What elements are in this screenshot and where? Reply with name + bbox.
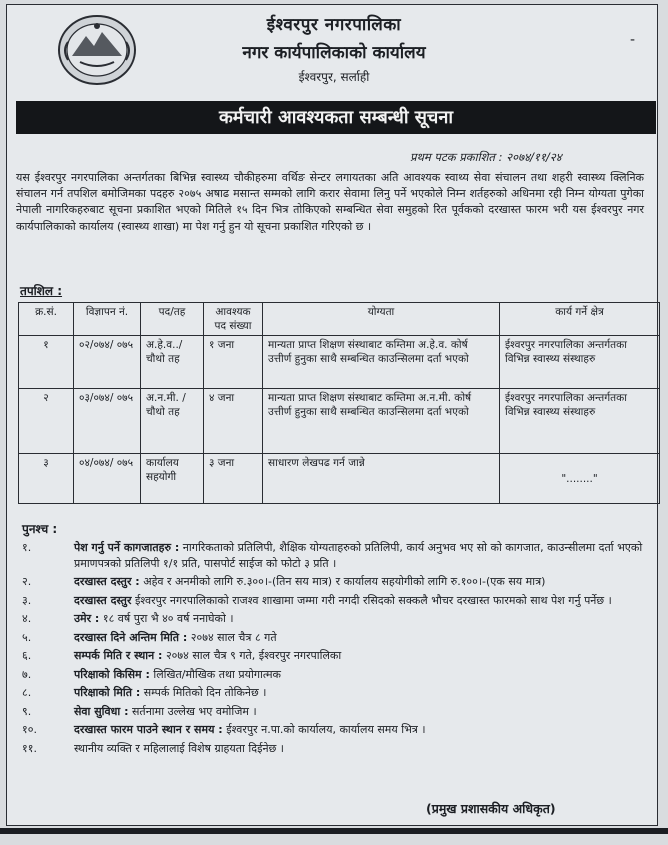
- table-row: [19, 336, 660, 389]
- header-advertisement-no: विज्ञापन नं.: [74, 303, 141, 336]
- cell-work-area: ईश्वरपुर नगरपालिका अन्तर्गतका विभिन्न स्वास्थ्य संस्थाहरु: [500, 336, 660, 389]
- note-number: ६.: [22, 649, 32, 662]
- list-item: [22, 648, 652, 664]
- note-number: १०.: [22, 723, 37, 736]
- cell-sn: १: [19, 336, 74, 389]
- punashcha-label: पुनश्च :: [22, 522, 58, 536]
- note-number: ७.: [22, 667, 32, 681]
- list-item: [22, 540, 652, 571]
- note-label: सेवा सुविधा :: [74, 704, 129, 718]
- cell-advertisement-no: ०३/०७४/ ०७५: [74, 389, 141, 454]
- intro-paragraph: यस ईश्वरपुर नगरपालिका अन्तर्गतका बिभिन्न स्वास्थ्य चौकीहरुमा वर्थिङ सेन्टर लगायतका अति आवश्यक स्वाथ्य सेवा संचालन तथा शहरी स्वास्थ्य क्लिनिक संचालन गर्न तपशिल बमोजिमका पदहरु २०७५ अषाढ मसान्त सम्मको लागि करार सेवामा लिनु पर्ने भएकोले निम्न शर्तहरुको अधिनमा रही निम्न योग्यता पुगेका नेपाली नागरिकहरुबाट सूचना प्रकाशित भएको मितिले १५ दिन भित्र तोकिएको सम्बन्धित सेवा समुहको रित पूर्वकको दरखास्त फारम भरी यस ईश्वरपुर नगर कार्यपालिकाको कार्यालय (स्वास्थ्य शाखा) मा पेश गर्नु हुन यो सूचना प्रकाशित गरिएको छ ।: [16, 171, 644, 233]
- cell-sn: २: [19, 389, 74, 454]
- notes-list: [22, 540, 652, 759]
- table-row: [19, 389, 660, 454]
- cell-post-level: अ.न.मी. / चौथो तह: [141, 389, 204, 454]
- header-required-count: आवश्यक पद संख्या: [204, 303, 263, 336]
- note-text: १८ वर्ष पुरा भै ४० वर्ष ननाघेको ।: [102, 612, 234, 625]
- note-text: नागरिकताको प्रतिलिपी, शैक्षिक योग्यताहरुको प्रतिलिपी, कार्य अनुभव भए सो को कागजात, काउन्सीलमा दर्ता भएको प्रमाणपत्रको प्रतिलिपी १/१ प्रति, पासपोर्ट साईज को फोटो ३ प्रति ।: [74, 541, 643, 570]
- list-item: [22, 593, 652, 609]
- note-text: सम्पर्क मितिको दिन तोकिनेछ ।: [143, 686, 267, 699]
- note-text: २०७४ साल चैत्र ८ गते: [190, 630, 277, 644]
- note-text: ईश्वरपुर न.पा.को कार्यालय, कार्यालय समय भित्र ।: [226, 723, 426, 736]
- note-label: पेश गर्नु पर्ने कागजातहरु :: [74, 541, 180, 554]
- cell-sn: ३: [19, 454, 74, 504]
- note-label: दरखास्त फारम पाउने स्थान र समय :: [74, 723, 223, 736]
- note-label: दरखास्त दिने अन्तिम मिति :: [74, 630, 188, 644]
- note-number: ८.: [22, 686, 32, 699]
- note-number: ३.: [22, 593, 32, 607]
- header-qualification: योग्यता: [263, 303, 500, 336]
- note-label: दरखास्त दस्तुर :: [74, 575, 140, 588]
- cell-advertisement-no: ०४/०७४/ ०७५: [74, 454, 141, 504]
- cell-required-count: ३ जना: [204, 454, 263, 504]
- note-text: सर्तनामा उल्लेख भए वमोजिम ।: [131, 704, 257, 718]
- note-number: १.: [22, 541, 32, 554]
- list-item: [22, 630, 652, 646]
- note-number: ४.: [22, 612, 32, 625]
- cell-required-count: १ जना: [204, 336, 263, 389]
- corner-mark: -: [630, 32, 636, 48]
- vacancy-table: [18, 302, 660, 504]
- table-row: [19, 454, 660, 504]
- office-address: ईश्वरपुर, सर्लाही: [298, 70, 370, 84]
- list-item: [22, 574, 652, 590]
- note-label: सम्पर्क मिति र स्थान :: [74, 649, 163, 662]
- cell-required-count: ४ जना: [204, 389, 263, 454]
- cell-qualification: मान्यता प्राप्त शिक्षण संस्थाबाट कम्तिमा अ.हे.व. कोर्ष उत्तीर्ण हुनुका साथै सम्बन्धित काउन्सिलमा दर्ता भएको: [263, 336, 500, 389]
- note-label: उमेर :: [74, 612, 100, 625]
- note-text: स्थानीय व्यक्ति र महिलालाई विशेष ग्राहयता दिईनेछ ।: [74, 741, 284, 755]
- list-item: [22, 667, 652, 683]
- header-sn: क्र.सं.: [19, 303, 74, 336]
- cell-work-area: "........": [500, 454, 660, 504]
- note-number: ५.: [22, 630, 32, 644]
- note-label: दरखास्त दस्तुर: [74, 593, 132, 607]
- list-item: [22, 611, 652, 627]
- list-item: [22, 741, 652, 757]
- table-header-row: [19, 303, 660, 336]
- notice-title: कर्मचारी आवश्यकता सम्बन्धी सूचना: [16, 101, 656, 134]
- note-text: ईश्वरपुर नगरपालिकाको राजश्व शाखामा जम्मा गरी नगदी रसिदको सक्कलै भौचर दरखास्त फारमको साथ पेश गर्नु पर्नेछ ।: [134, 593, 612, 607]
- cell-post-level: अ.हे.व../ चौथो तह: [141, 336, 204, 389]
- note-text: २०७४ साल चैत्र ९ गते, ईश्वरपुर नगरपालिका: [165, 649, 342, 662]
- cell-qualification: साधारण लेखपढ गर्न जान्ने: [263, 454, 500, 504]
- list-item: [22, 685, 652, 701]
- signature-block: (प्रमुख प्रशासकीय अधिकृत): [426, 801, 556, 816]
- municipality-name: ईश्वरपुर नगरपालिका: [266, 15, 402, 35]
- note-label: परिक्षाको मिति :: [74, 686, 141, 699]
- list-item: [22, 704, 652, 720]
- note-number: ११.: [22, 741, 37, 755]
- office-name: नगर कार्यपालिकाको कार्यालय: [242, 43, 426, 63]
- note-number: ९.: [22, 704, 32, 718]
- note-text: अहेव र अनमीको लागि रु.३००।-(तिन सय मात्र) र कार्यालय सहयोगीको लागि रु.१००।-(एक सय मात्र): [143, 575, 546, 588]
- note-label: परिक्षाको किसिम :: [74, 667, 150, 681]
- note-number: २.: [22, 575, 32, 588]
- note-text: लिखित/मौखिक तथा प्रयोगात्मक: [153, 667, 281, 681]
- publication-date: प्रथम पटक प्रकाशित : २०७४/११/२४: [410, 150, 562, 164]
- header-post-level: पद/तह: [141, 303, 204, 336]
- cell-qualification: मान्यता प्राप्त शिक्षण संस्थाबाट कम्तिमा अ.न.मी. कोर्ष उत्तीर्ण हुनुका साथै सम्बन्धित काउन्सिलमा दर्ता भएको: [263, 389, 500, 454]
- tapsil-label: तपशिल :: [20, 284, 63, 298]
- header-work-area: कार्य गर्ने क्षेत्र: [500, 303, 660, 336]
- cell-post-level: कार्यालय सहयोगी: [141, 454, 204, 504]
- list-item: [22, 722, 652, 738]
- cell-work-area: ईश्वरपुर नगरपालिका अन्तर्गतका विभिन्न स्वास्थ्य संस्थाहरु: [500, 389, 660, 454]
- cell-advertisement-no: ०२/०७४/ ०७५: [74, 336, 141, 389]
- bottom-border: [0, 828, 668, 834]
